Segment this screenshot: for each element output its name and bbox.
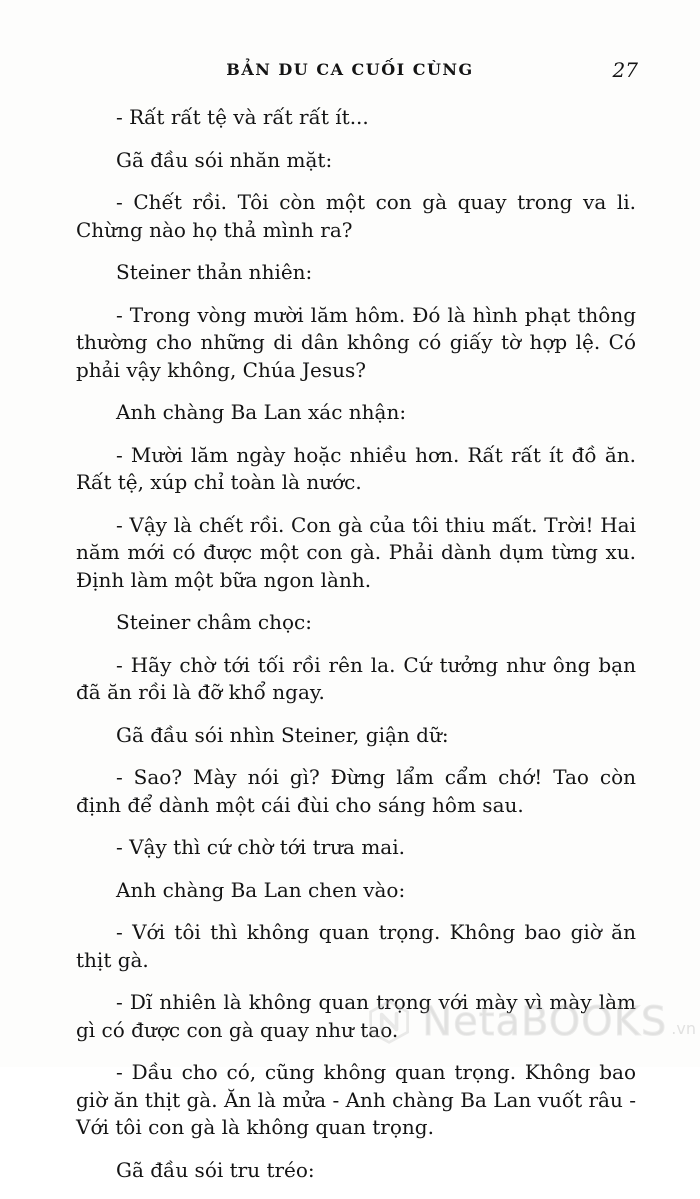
watermark-suffix: .vn xyxy=(671,1019,696,1038)
paragraph: Anh chàng Ba Lan xác nhận: xyxy=(116,400,407,424)
paragraph: - Dầu cho có, cũng không quan trọng. Không bao giờ ăn thịt gà. Ăn là mửa - Anh chàng Ba Lan vuốt râu - Với tôi con gà là không quan trọng. xyxy=(76,1060,636,1139)
paragraph: Gã đầu sói nhìn Steiner, giận dữ: xyxy=(116,722,449,747)
paragraph: Steiner thản nhiên: xyxy=(116,260,313,284)
paragraph: - Dĩ nhiên là không quan trọng với mày vì mày làm gì có được con gà quay như tao. xyxy=(76,990,636,1042)
paragraph: - Hãy chờ tới tối rồi rên la. Cứ tưởng như ông bạn đã ăn rồi là đỡ khổ ngay. xyxy=(76,652,636,704)
paragraph: - Sao? Mày nói gì? Đừng lẩm cẩm chớ! Tao còn định để dành một cái đùi cho sáng hôm sau. xyxy=(76,765,636,817)
paragraph: - Trong vòng mười lăm hôm. Đó là hình phạt thông thường cho những di dân không có giấy tờ hợp lệ. Có phải vậy không, Chúa Jesus? xyxy=(76,302,636,382)
watermark-brand: NetaBOOKS xyxy=(422,999,668,1045)
paragraph: - Mười lăm ngày hoặc nhiều hơn. Rất rất ít đồ ăn. Rất tệ, xúp chỉ toàn là nước. xyxy=(76,442,636,494)
running-title: BẢN DU CA CUỐI CÙNG xyxy=(226,60,474,79)
paragraph: Gã đầu sói nhăn mặt: xyxy=(116,147,333,172)
watermark xyxy=(366,992,696,1052)
paragraph: Anh chàng Ba Lan chen vào: xyxy=(116,877,406,902)
paragraph: - Vậy là chết rồi. Con gà của tôi thiu mất. Trời! Hai năm mới có được một con gà. Phải dành dụm từng xu. Định làm một bữa ngon lành. xyxy=(76,512,636,592)
page-number: 27 xyxy=(612,58,638,82)
netabooks-logo-icon xyxy=(366,997,412,1047)
paragraph: - Với tôi thì không quan trọng. Không bao giờ ăn thịt gà. xyxy=(76,920,636,972)
paragraph: - Chết rồi. Tôi còn một con gà quay trong va li. Chừng nào họ thả mình ra? xyxy=(76,190,636,242)
paragraph: - Vậy thì cứ chờ tới trưa mai. xyxy=(116,835,405,859)
paragraph: Gã đầu sói tru tréo: xyxy=(116,1157,315,1182)
paragraph: Steiner châm chọc: xyxy=(116,610,312,634)
paragraph: - Rất rất tệ và rất rất ít... xyxy=(116,105,369,129)
page-header xyxy=(0,58,700,88)
